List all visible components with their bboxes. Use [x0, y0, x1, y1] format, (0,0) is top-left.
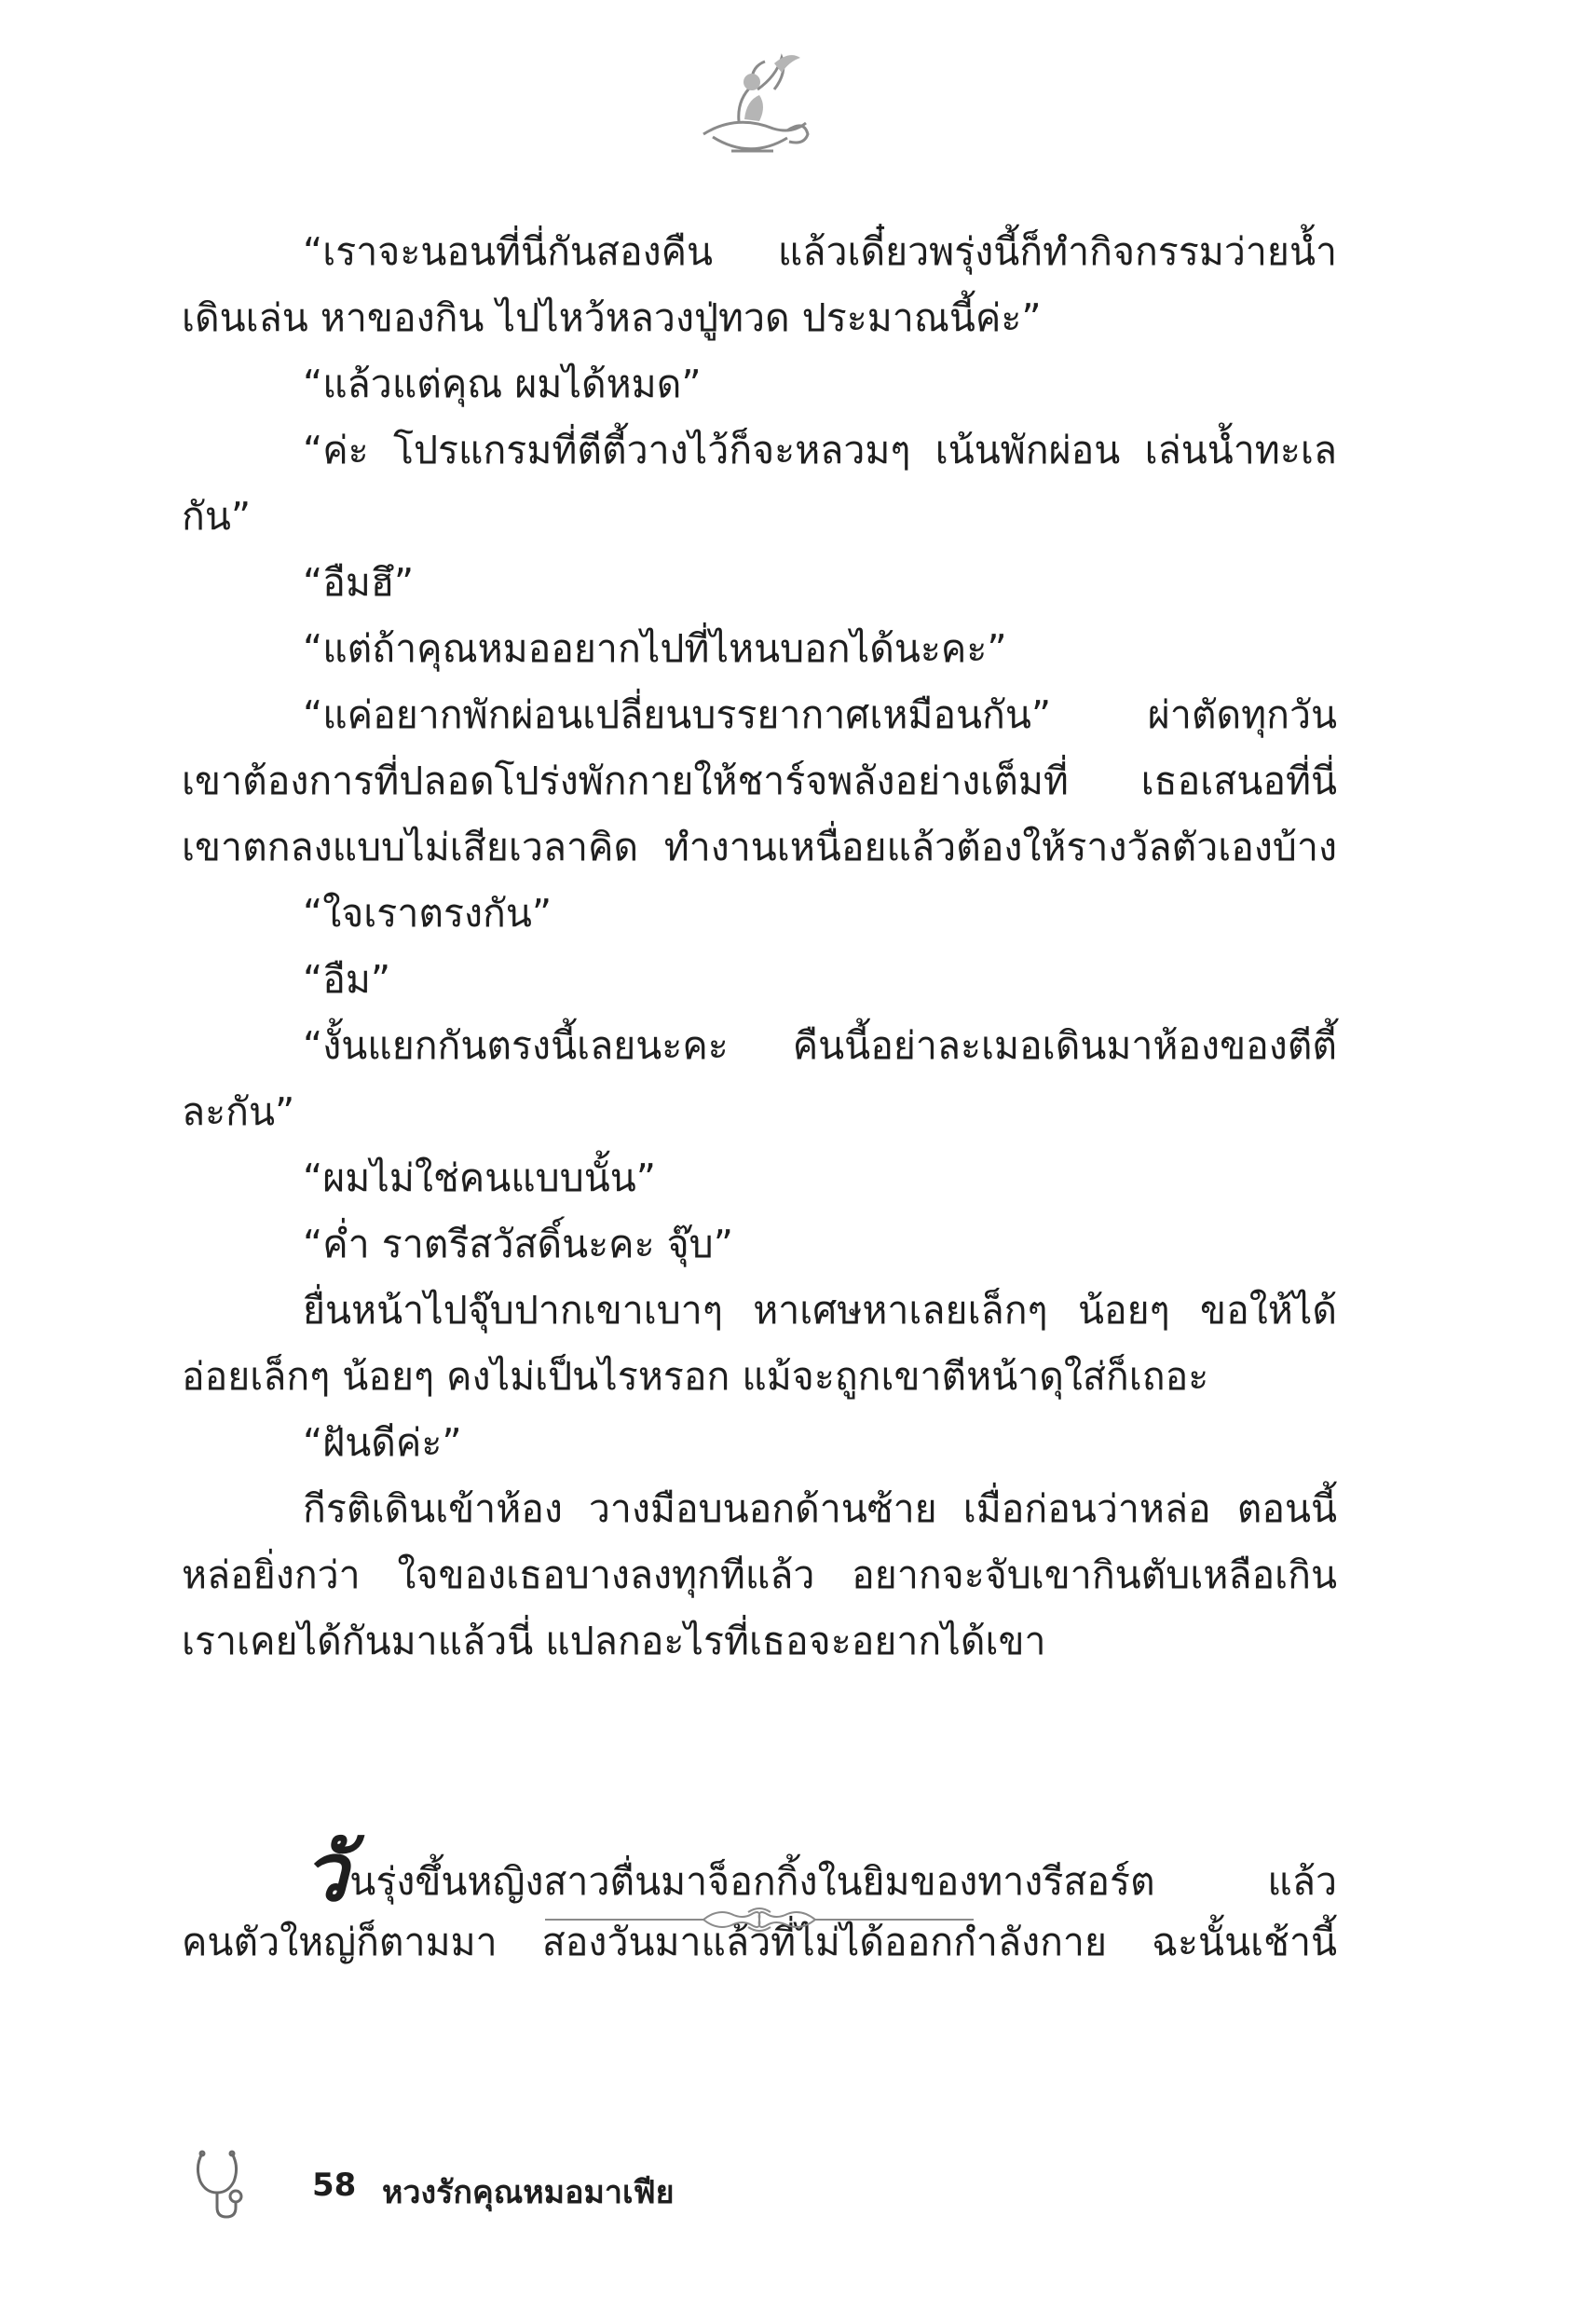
- lamp-ornament-icon: [685, 48, 825, 170]
- text-line: “แต่ถ้าคุณหมออยากไปที่ไหนบอกได้นะคะ”: [303, 626, 1007, 671]
- text-line: อ่อยเล็กๆ น้อยๆ คงไม่เป็นไรหรอก แม้จะถูกเขาตีหน้าดุใส่ก็เถอะ: [182, 1354, 1209, 1399]
- text-line: เขาต้องการที่ปลอดโปร่งพักกายให้ชาร์จพลังอย่างเต็มที่ เธอเสนอที่นี่: [182, 759, 1337, 803]
- text-line: เขาตกลงแบบไม่เสียเวลาคิด ทำงานเหนื่อยแล้วต้องให้รางวัลตัวเองบ้าง: [182, 825, 1337, 869]
- text-line: ยื่นหน้าไปจุ๊บปากเขาเบาๆ หาเศษหาเลยเล็กๆ น้อยๆ ขอให้ได้: [303, 1288, 1337, 1333]
- text-line: หล่อยิ่งกว่า ใจของเธอบางลงทุกทีแล้ว อยากจะจับเขากินตับเหลือเกิน: [182, 1552, 1337, 1597]
- text-line: ละกัน”: [182, 1089, 295, 1134]
- text-line: เดินเล่น หาของกิน ไปไหว้หลวงปู่ทวด ประมาณนี้ค่ะ”: [182, 295, 1042, 340]
- stethoscope-icon: [191, 2148, 247, 2222]
- text-line: “ใจเราตรงกัน”: [303, 891, 552, 936]
- text-line: กัน”: [182, 494, 252, 539]
- text-line: “ผมไม่ใช่คนแบบนั้น”: [303, 1156, 657, 1200]
- section-first-line-text: นรุ่งขึ้นหญิงสาวตื่นมาจ็อกกิ้งในยิมของทางรีสอร์ต แล้ว: [349, 1859, 1337, 1904]
- text-line: “อืม”: [303, 957, 391, 1002]
- book-title: หวงรักคุณหมอมาเฟีย: [382, 2174, 675, 2211]
- text-line: “เราจะนอนที่นี่กันสองคืน แล้วเดี๋ยวพรุ่งนี้ก็ทำกิจกรรมว่ายน้ำ: [303, 229, 1337, 274]
- text-line: คนตัวใหญ่ก็ตามมา สองวันมาแล้วที่ไม่ได้ออกกำลังกาย ฉะนั้นเช้านี้: [182, 1920, 1337, 1964]
- text-line: “ค่ำ ราตรีสวัสดิ์นะคะ จุ๊บ”: [303, 1222, 733, 1266]
- scroll-divider-icon: [545, 1901, 974, 1938]
- page-number: 58: [312, 2167, 357, 2204]
- text-line: “ค่ะ โปรแกรมที่ตีตี้วางไว้ก็จะหลวมๆ เน้นพักผ่อน เล่นน้ำทะเล: [303, 428, 1337, 472]
- text-line: “แค่อยากพักผ่อนเปลี่ยนบรรยากาศเหมือนกัน” ผ่าตัดทุกวัน: [303, 692, 1337, 737]
- text-line: “งั้นแยกกันตรงนี้เลยนะคะ คืนนี้อย่าละเมอเดินมาห้องของตีตี้: [303, 1023, 1337, 1068]
- text-line: “อืมฮึ”: [303, 560, 415, 605]
- dropcap: วั: [303, 1826, 350, 1920]
- text-line: “ฝันดีค่ะ”: [303, 1420, 462, 1465]
- text-line: กีรติเดินเข้าห้อง วางมือบนอกด้านซ้าย เมื่อก่อนว่าหล่อ ตอนนี้: [303, 1486, 1337, 1531]
- text-line: “แล้วแต่คุณ ผมได้หมด”: [303, 362, 702, 406]
- text-line: เราเคยได้กันมาแล้วนี่ แปลกอะไรที่เธอจะอยากได้เขา: [182, 1619, 1046, 1663]
